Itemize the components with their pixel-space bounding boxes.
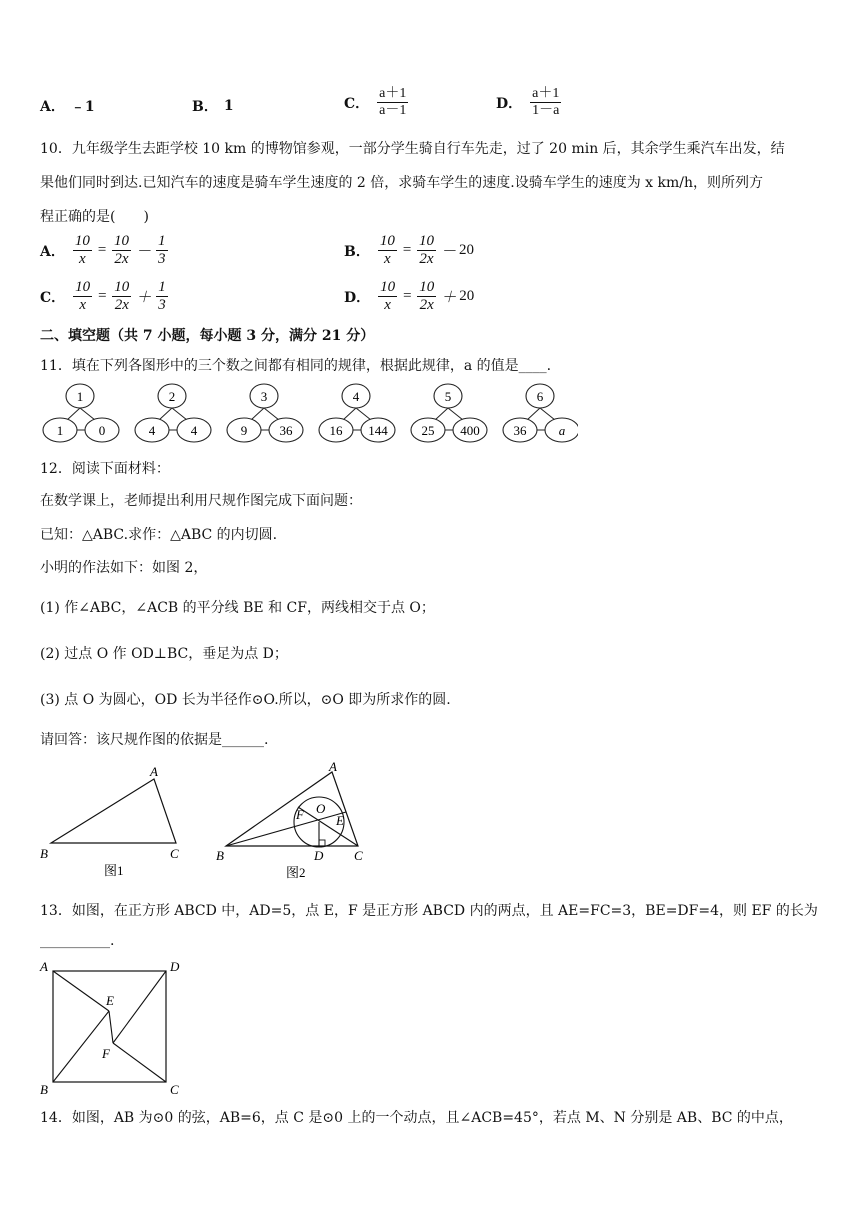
q12-step-2: (2) 过点 O 作 OD⊥BC，垂足为点 D； bbox=[40, 646, 288, 662]
denominator: 1－a bbox=[532, 103, 560, 119]
q11-number-top: 5 bbox=[444, 389, 452, 404]
svg-text:D: D bbox=[314, 848, 324, 863]
q10-option-a bbox=[40, 233, 170, 269]
svg-text:A: A bbox=[329, 759, 337, 774]
q11-number-right: 144 bbox=[368, 423, 388, 438]
q12-line-3: 已知：△ABC.求作：△ABC 的内切圆. bbox=[40, 527, 278, 543]
q13-figure bbox=[36, 955, 196, 1097]
svg-text:C: C bbox=[170, 1082, 179, 1097]
q12-question: 请回答：该尺规作图的依据是______. bbox=[40, 732, 269, 748]
q13-blank: __________. bbox=[40, 933, 115, 949]
numerator: a＋1 bbox=[377, 86, 408, 103]
option-value: ﹣1 bbox=[70, 99, 95, 115]
q11-number-right: 400 bbox=[460, 423, 480, 438]
svg-text:O: O bbox=[316, 801, 326, 816]
q11-number-right: a bbox=[558, 423, 566, 438]
q12-figure-1 bbox=[36, 760, 196, 886]
numerator: a＋1 bbox=[530, 86, 561, 103]
svg-text:B: B bbox=[216, 848, 224, 863]
q11-number-top: 1 bbox=[76, 389, 84, 404]
q10-option-d bbox=[344, 279, 474, 315]
svg-text:B: B bbox=[40, 1082, 48, 1097]
svg-text:F: F bbox=[296, 807, 304, 822]
q11-text: 11．填在下列各图形中的三个数之间都有相同的规律，根据此规律，a 的值是____. bbox=[40, 358, 552, 374]
q11-number-right: 36 bbox=[279, 423, 293, 438]
equation: $\frac{10}{x}$ = $\frac{10}{2x}$ － 20 bbox=[379, 233, 474, 268]
q12-line-2: 在数学课上，老师提出利用尺规作图完成下面问题： bbox=[40, 493, 362, 509]
q12-figure-2 bbox=[212, 757, 372, 885]
q14-text: 14．如图，AB 为⊙0 的弦，AB=6，点 C 是⊙0 上的一个动点，且∠ACB=45°，若点 M、N 分别是 AB、BC 的中点， bbox=[40, 1110, 793, 1126]
q11-group bbox=[135, 384, 211, 442]
q9-option-c bbox=[344, 86, 410, 119]
q12-line-1: 12．阅读下面材料： bbox=[40, 461, 170, 477]
svg-text:C: C bbox=[354, 848, 363, 863]
q11-number-left: 36 bbox=[513, 423, 527, 438]
q9-option-d bbox=[496, 86, 563, 119]
svg-text:E: E bbox=[336, 813, 344, 828]
q11-number-top: 4 bbox=[352, 389, 360, 404]
option-label: A． bbox=[40, 99, 65, 115]
option-label: D． bbox=[496, 95, 523, 112]
q11-group bbox=[319, 384, 395, 442]
option-label: C． bbox=[40, 289, 66, 306]
q10-option-b bbox=[344, 233, 474, 269]
q11-group bbox=[411, 384, 487, 442]
option-label: A． bbox=[40, 243, 65, 260]
q10-line-1: 10．九年级学生去距学校 10 km 的博物馆参观，一部分学生骑自行车先走，过了 20 min 后，其余学生乘汽车出发，结 bbox=[40, 141, 785, 157]
fraction bbox=[530, 86, 561, 119]
q9-option-b bbox=[192, 96, 234, 116]
q11-number-left: 25 bbox=[421, 423, 435, 438]
q9-option-a bbox=[40, 96, 95, 116]
denominator: a－1 bbox=[379, 103, 407, 119]
q12-step-1: (1) 作∠ABC，∠ACB 的平分线 BE 和 CF，两线相交于点 O； bbox=[40, 600, 435, 616]
q10-line-2: 果他们同时到达.已知汽车的速度是骑车学生速度的 2 倍，求骑车学生的速度.设骑车学生的速度为 x km/h，则所列方 bbox=[40, 175, 763, 191]
q11-group bbox=[43, 384, 119, 442]
q11-number-top: 2 bbox=[168, 389, 176, 404]
q10-line-3: 程正确的是( ) bbox=[40, 209, 149, 225]
fraction bbox=[377, 86, 408, 119]
q11-figure bbox=[38, 380, 578, 446]
option-label: B． bbox=[344, 243, 370, 260]
q11-number-left: 4 bbox=[148, 423, 156, 438]
q11-number-left: 1 bbox=[56, 423, 64, 438]
q13-text: 13．如图，在正方形 ABCD 中，AD=5，点 E，F 是正方形 ABCD 内的两点，且 AE=FC=3，BE=DF=4，则 EF 的长为 bbox=[40, 903, 818, 919]
option-label: C． bbox=[344, 95, 370, 112]
q11-number-top: 6 bbox=[536, 389, 544, 404]
option-label: D． bbox=[344, 289, 371, 306]
q11-number-left: 9 bbox=[240, 423, 248, 438]
section-heading: 二、填空题（共 7 小题，每小题 3 分，满分 21 分） bbox=[40, 328, 375, 344]
q12-step-3: (3) 点 O 为圆心，OD 长为半径作⊙O.所以，⊙O 即为所求作的圆. bbox=[40, 692, 451, 708]
caption: 图1 bbox=[104, 863, 124, 878]
svg-text:D: D bbox=[170, 959, 180, 974]
svg-text:A: A bbox=[40, 959, 48, 974]
q11-number-top: 3 bbox=[260, 389, 268, 404]
svg-text:F: F bbox=[102, 1046, 110, 1061]
label-C: C bbox=[170, 846, 179, 861]
svg-text:E: E bbox=[106, 993, 114, 1008]
option-value: 1 bbox=[223, 98, 234, 114]
equation: $\frac{10}{x}$ = $\frac{10}{2x}$ ＋ 20 bbox=[380, 279, 475, 314]
equation: $\frac{10}{x}$ = $\frac{10}{2x}$ ＋ $\frac{1}{3}$ bbox=[75, 279, 166, 314]
label-A: A bbox=[150, 764, 158, 779]
q11-group bbox=[227, 384, 303, 442]
equation: $\frac{10}{x}$ = $\frac{10}{2x}$ － $\frac{1}{3}$ bbox=[74, 233, 166, 268]
q11-number-left: 16 bbox=[329, 423, 343, 438]
svg-text:图2: 图2 bbox=[286, 865, 306, 880]
q11-number-right: 4 bbox=[190, 423, 198, 438]
label-B: B bbox=[40, 846, 48, 861]
q11-group bbox=[503, 384, 578, 442]
q12-line-4: 小明的作法如下：如图 2， bbox=[40, 560, 208, 576]
q10-option-c bbox=[40, 279, 170, 315]
option-label: B． bbox=[192, 99, 218, 115]
q11-number-right: 0 bbox=[98, 423, 106, 438]
